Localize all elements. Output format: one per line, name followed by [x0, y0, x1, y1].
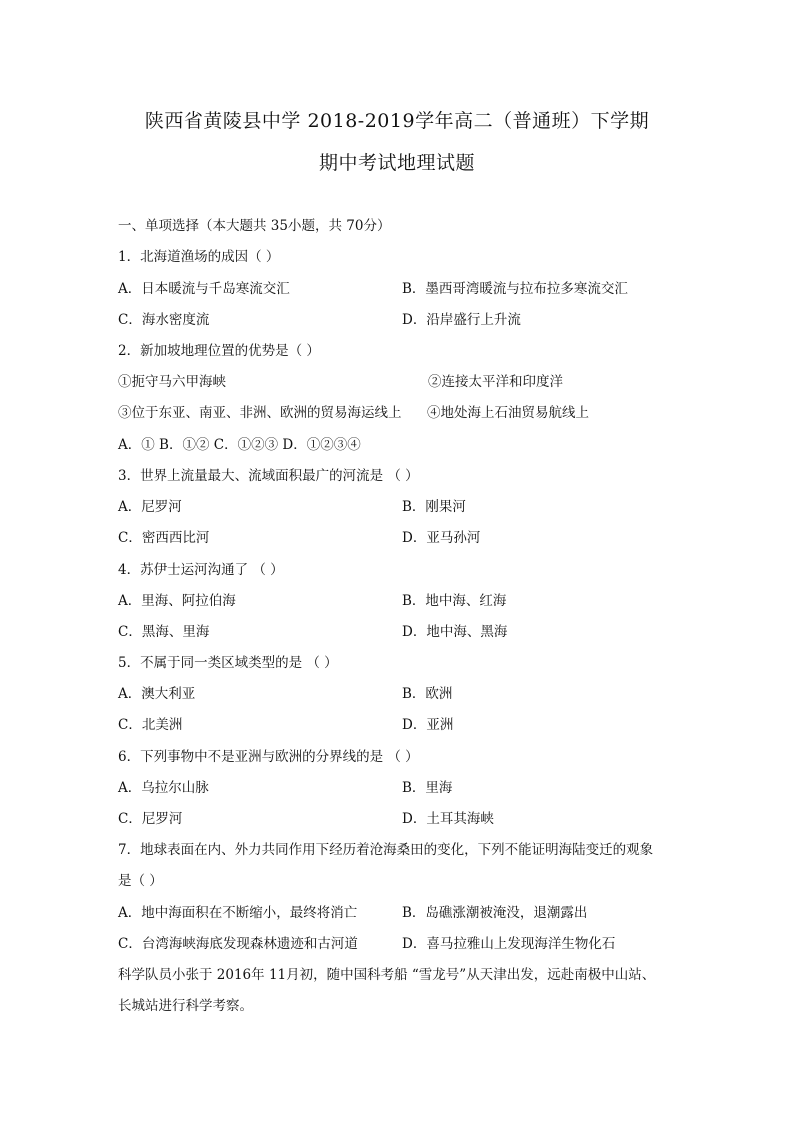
question-7-stem-continued: 是（ ） — [118, 873, 163, 889]
question-1-option-a: A．日本暖流与千岛寒流交汇 — [118, 281, 290, 297]
question-7-stem: 7．地球表面在内、外力共同作用下经历着沧海桑田的变化，下列不能证明海陆变迁的观象 — [118, 842, 654, 858]
section-heading: 一、单项选择（本大题共 35小题，共 70分） — [118, 218, 391, 234]
question-2-item-2: ②连接太平洋和印度洋 — [428, 374, 563, 390]
question-1-option-b: B．墨西哥湾暖流与拉布拉多寒流交汇 — [402, 281, 628, 297]
question-4-stem: 4．苏伊士运河沟通了 （ ） — [118, 562, 284, 578]
question-2-item-4: ④地处海上石油贸易航线上 — [427, 405, 589, 421]
question-2-options: A．① B．①② C．①②③ D．①②③④ — [118, 437, 361, 453]
question-6-option-c: C．尼罗河 — [118, 811, 183, 827]
question-3-option-a: A．尼罗河 — [118, 499, 182, 515]
question-4-option-b: B．地中海、红海 — [402, 593, 507, 609]
question-1-option-d: D．沿岸盛行上升流 — [402, 312, 521, 328]
question-1-option-c: C．海水密度流 — [118, 312, 210, 328]
question-7-option-a: A．地中海面积在不断缩小，最终将消亡 — [118, 905, 358, 921]
question-7-option-c: C．台湾海峡海底发现森林遗迹和古河道 — [118, 936, 358, 952]
question-3-option-d: D．亚马孙河 — [402, 530, 481, 546]
question-1-stem: 1．北海道渔场的成因（ ） — [118, 249, 280, 265]
exam-title-line-2: 期中考试地理试题 — [318, 152, 475, 174]
question-3-option-c: C．密西西比河 — [118, 530, 210, 546]
passage-line-1: 科学队员小张于 2016年 11月初，随中国科考船 “雪龙号”从天津出发，远赴南极中山站、 — [118, 967, 656, 983]
question-3-option-b: B．刚果河 — [402, 499, 466, 515]
question-7-option-b: B．岛礁涨潮被淹没，退潮露出 — [402, 905, 588, 921]
question-2-item-1: ①扼守马六甲海峡 — [118, 374, 226, 390]
question-5-option-a: A．澳大利亚 — [118, 686, 196, 702]
question-3-stem: 3．世界上流量最大、流域面积最广的河流是 （ ） — [118, 468, 419, 484]
question-6-option-b: B．里海 — [402, 780, 453, 796]
exam-title-line-1: 陕西省黄陵县中学 2018-2019学年高二（普通班）下学期 — [144, 110, 650, 132]
question-4-option-a: A．里海、阿拉伯海 — [118, 593, 236, 609]
question-6-option-a: A．乌拉尔山脉 — [118, 780, 209, 796]
question-6-option-d: D．土耳其海峡 — [402, 811, 494, 827]
question-6-stem: 6．下列事物中不是亚洲与欧洲的分界线的是 （ ） — [118, 749, 419, 765]
question-2-item-3: ③位于东亚、南亚、非洲、欧洲的贸易海运线上 — [118, 405, 402, 421]
question-5-option-b: B．欧洲 — [402, 686, 453, 702]
question-5-stem: 5．不属于同一类区域类型的是 （ ） — [118, 655, 338, 671]
passage-line-2: 长城站进行科学考察。 — [118, 998, 253, 1014]
question-2-stem: 2．新加坡地理位置的优势是（ ） — [118, 343, 320, 359]
question-5-option-d: D．亚洲 — [402, 717, 454, 733]
question-7-option-d: D．喜马拉雅山上发现海洋生物化石 — [402, 936, 616, 952]
question-5-option-c: C．北美洲 — [118, 717, 183, 733]
question-4-option-d: D．地中海、黑海 — [402, 624, 508, 640]
question-4-option-c: C．黑海、里海 — [118, 624, 210, 640]
